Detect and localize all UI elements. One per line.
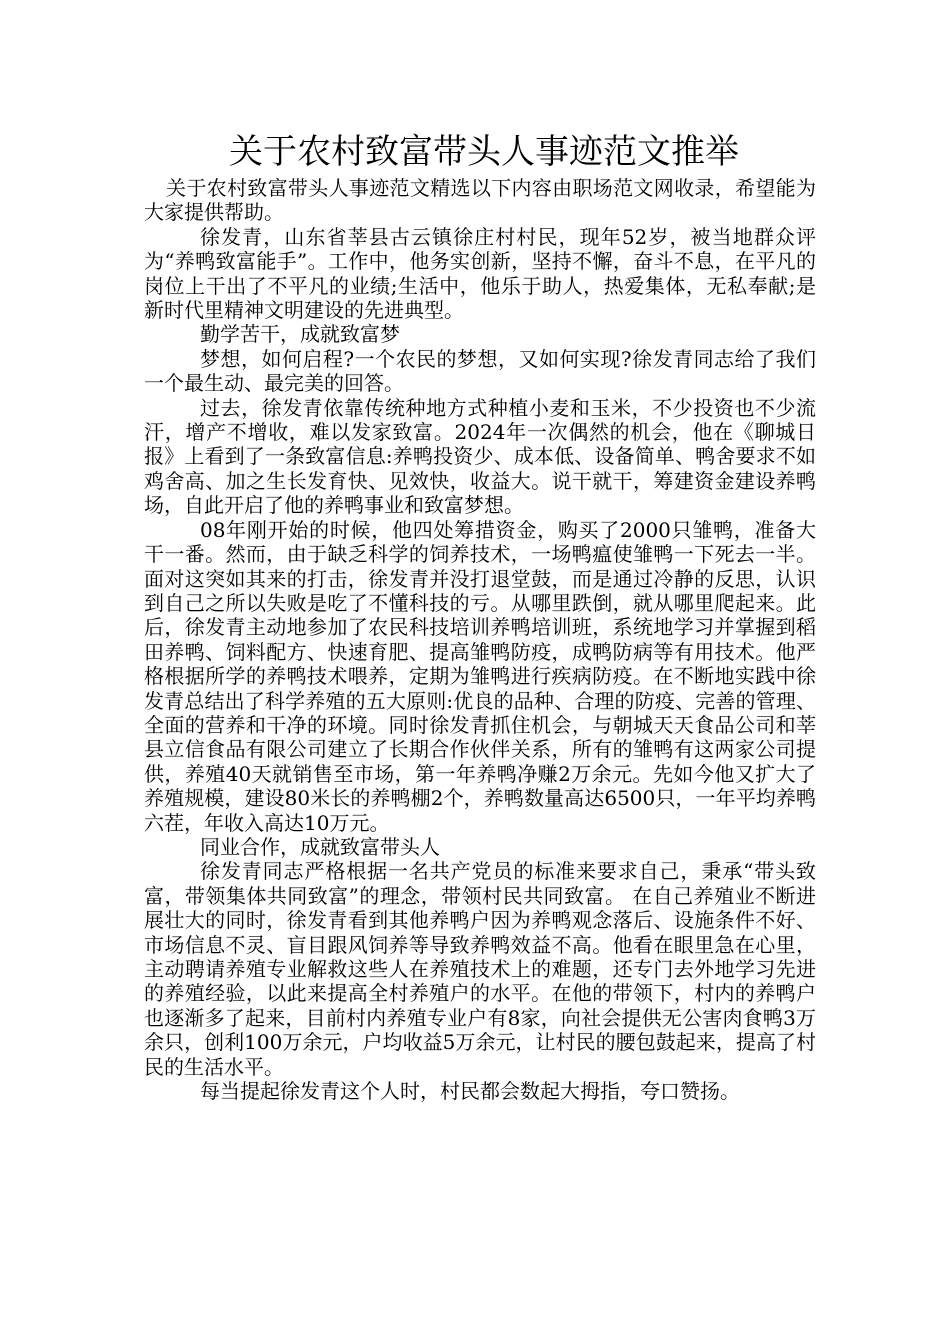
dream-paragraph: 梦想，如何启程?一个农民的梦想，又如何实现?徐发青同志给了我们一个最生动、最完美的回答。 xyxy=(144,346,816,396)
section-heading-cooperation: 同业合作，成就致富带头人 xyxy=(200,834,440,859)
intro-paragraph: 关于农村致富带头人事迹范文精选以下内容由职场范文网收录，希望能为大家提供帮助。 xyxy=(144,176,816,225)
start-paragraph: 08年刚开始的时候，他四处筹措资金，购买了2000只雏鸭，准备大干一番。然而，由于缺乏科学的饲养技术，一场鸭瘟使雏鸭一下死去一半。面对这突如其来的打击，徐发青并没打退堂鼓，而是通过冷静的反思，认识到自己之所以失败是吃了不懂科技的亏。从哪里跌倒，就从哪里爬起来。此后，徐发青主动地参加了农民科技培训养鸭培训班，系统地学习并掌握到稻田养鸭、饲料配方、快速育肥、提高雏鸭防疫，成鸭防病等有用技术。他严格根据所学的养鸭技术喂养，定期为雏鸭进行疾病防疫。在不断地实践中徐发青总结出了科学养殖的五大原则:优良的品种、合理的防疫、完善的管理、全面的营养和干净的环境。同时徐发青抓住机会，与朝城天天食品公司和莘县立信食品有限公司建立了长期合作伙伴关系，所有的雏鸭有这两家公司提供，养殖40天就销售至市场，第一年养鸭净赚2万余元。先如今他又扩大了养殖规模，建设80米长的养鸭棚2个，养鸭数量高达6500只，一年平均养鸭六茬，年收入高达10万元。 xyxy=(144,517,816,835)
section-heading-diligence: 勤学苦干，成就致富梦 xyxy=(200,322,400,347)
past-paragraph: 过去，徐发青依靠传统种地方式种植小麦和玉米，不少投资也不少流汗，增产不增收，难以发家致富。2024年一次偶然的机会，他在《聊城日报》上看到了一条致富信息:养鸭投资少、成本低、设备简单、鸭舍要求不如鸡舍高、加之生长发育快、见效快，收益大。说干就干，筹建资金建设养鸭场，自此开启了他的养鸭事业和致富梦想。 xyxy=(144,395,816,518)
leader-paragraph: 徐发青同志严格根据一名共产党员的标准来要求自己，秉承“带头致富，带领集体共同致富”的理念，带领村民共同致富。 在自己养殖业不断进展壮大的同时，徐发青看到其他养鸭户因为养鸭观念落后、设施条件不好、市场信息不灵、盲目跟风饲养等导致养鸭效益不高。他看在眼里急在心里，主动聘请养殖专业解救这些人在养殖技术上的难题，还专门去外地学习先进的养殖经验，以此来提高全村养殖户的水平。在他的带领下，村内的养鸭户也逐渐多了起来，目前村内养殖专业户有8家，向社会提供无公害肉食鸭3万余只，创利100万余元，户均收益5万余元，让村民的腰包鼓起来，提高了村民的生活水平。 xyxy=(144,859,816,1079)
closing-paragraph: 每当提起徐发青这个人时，村民都会数起大拇指，夸口赞扬。 xyxy=(200,1079,740,1104)
document-page xyxy=(144,128,816,1103)
profile-paragraph: 徐发青，山东省莘县古云镇徐庄村村民，现年52岁，被当地群众评为“养鸭致富能手”。工作中，他务实创新，坚持不懈，奋斗不息，在平凡的岗位上干出了不平凡的业绩;生活中，他乐于助人，热爱集体，无私奉献;是新时代里精神文明建设的先进典型。 xyxy=(144,224,816,323)
document-title: 关于农村致富带头人事迹范文推举 xyxy=(229,132,739,172)
